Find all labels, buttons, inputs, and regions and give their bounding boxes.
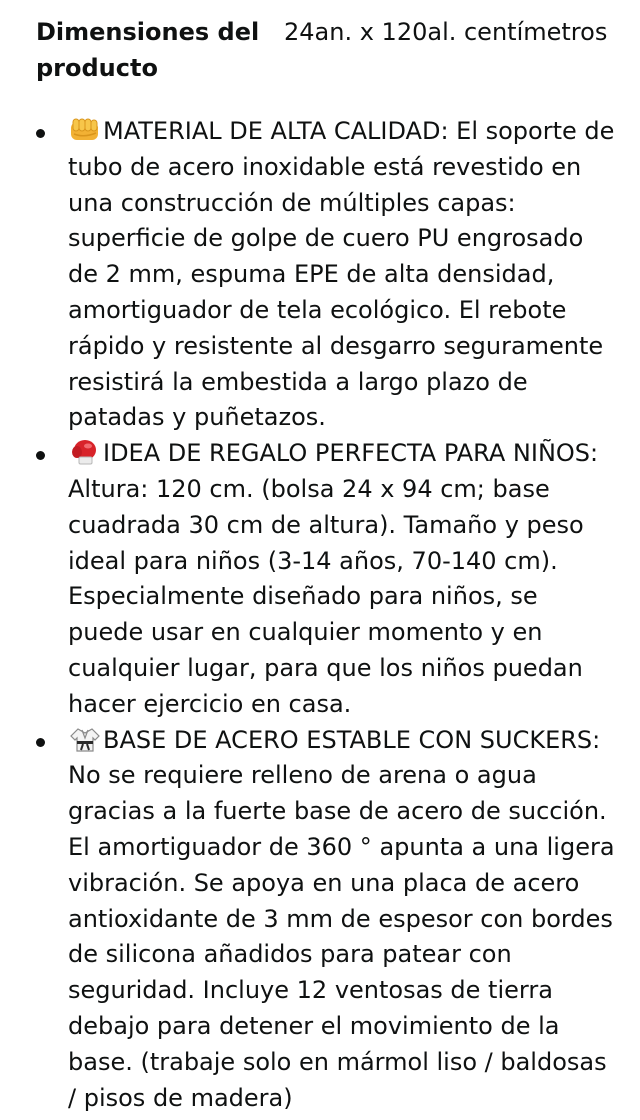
- product-dimensions-row: [36, 14, 616, 86]
- feature-bullet-gift: [0, 436, 640, 722]
- feature-bullet-base: [0, 723, 640, 1117]
- bullet-dot: [36, 129, 45, 138]
- feature-bullet-material-text: MATERIAL DE ALTA CALIDAD: El soporte de tubo de acero inoxidable está revestido en una construcción de múltiples capas: superficie de golpe de cuero PU engrosado de 2 mm, espuma EPE de alta densidad, amortiguador de tela ecológico. El rebote rápido y resistente al desgarro seguramente resistirá la embestida a largo plazo de patadas y puñetazos.: [68, 117, 615, 432]
- feature-bullet-material: [0, 114, 640, 436]
- feature-bullet-base-text: BASE DE ACERO ESTABLE CON SUCKERS: No se requiere relleno de arena o agua gracias a la fuerte base de acero de succión. El amortiguador de 360 ° apunta a una ligera vibración. Se apoya en una placa de acero antioxidante de 3 mm de espesor con bordes de silicona añadidos para patear con seguridad. Incluye 12 ventosas de tierra debajo para detener el movimiento de la base. (trabaje solo en mármol liso / baldosas / pisos de madera): [68, 725, 615, 1112]
- boxing-glove-icon: [68, 439, 102, 465]
- product-dimensions-label: Dimensiones del producto: [36, 18, 260, 82]
- product-dimensions-value: 24an. x 120al. centímetros: [284, 18, 608, 46]
- feature-bullet-list: [0, 114, 640, 1116]
- martial-arts-uniform-icon: [68, 726, 102, 752]
- bullet-dot: [36, 738, 45, 747]
- feature-bullet-gift-text: IDEA DE REGALO PERFECTA PARA NIÑOS: Altura: 120 cm. (bolsa 24 x 94 cm; base cuadrada 30 cm de altura). Tamaño y peso ideal para niños (3-14 años, 70-140 cm). Especialmente diseñado para niños, se puede usar en cualquier momento y en cualquier lugar, para que los niños puedan hacer ejercicio en casa.: [68, 439, 599, 718]
- bullet-dot: [36, 451, 45, 460]
- fist-icon: [68, 117, 102, 143]
